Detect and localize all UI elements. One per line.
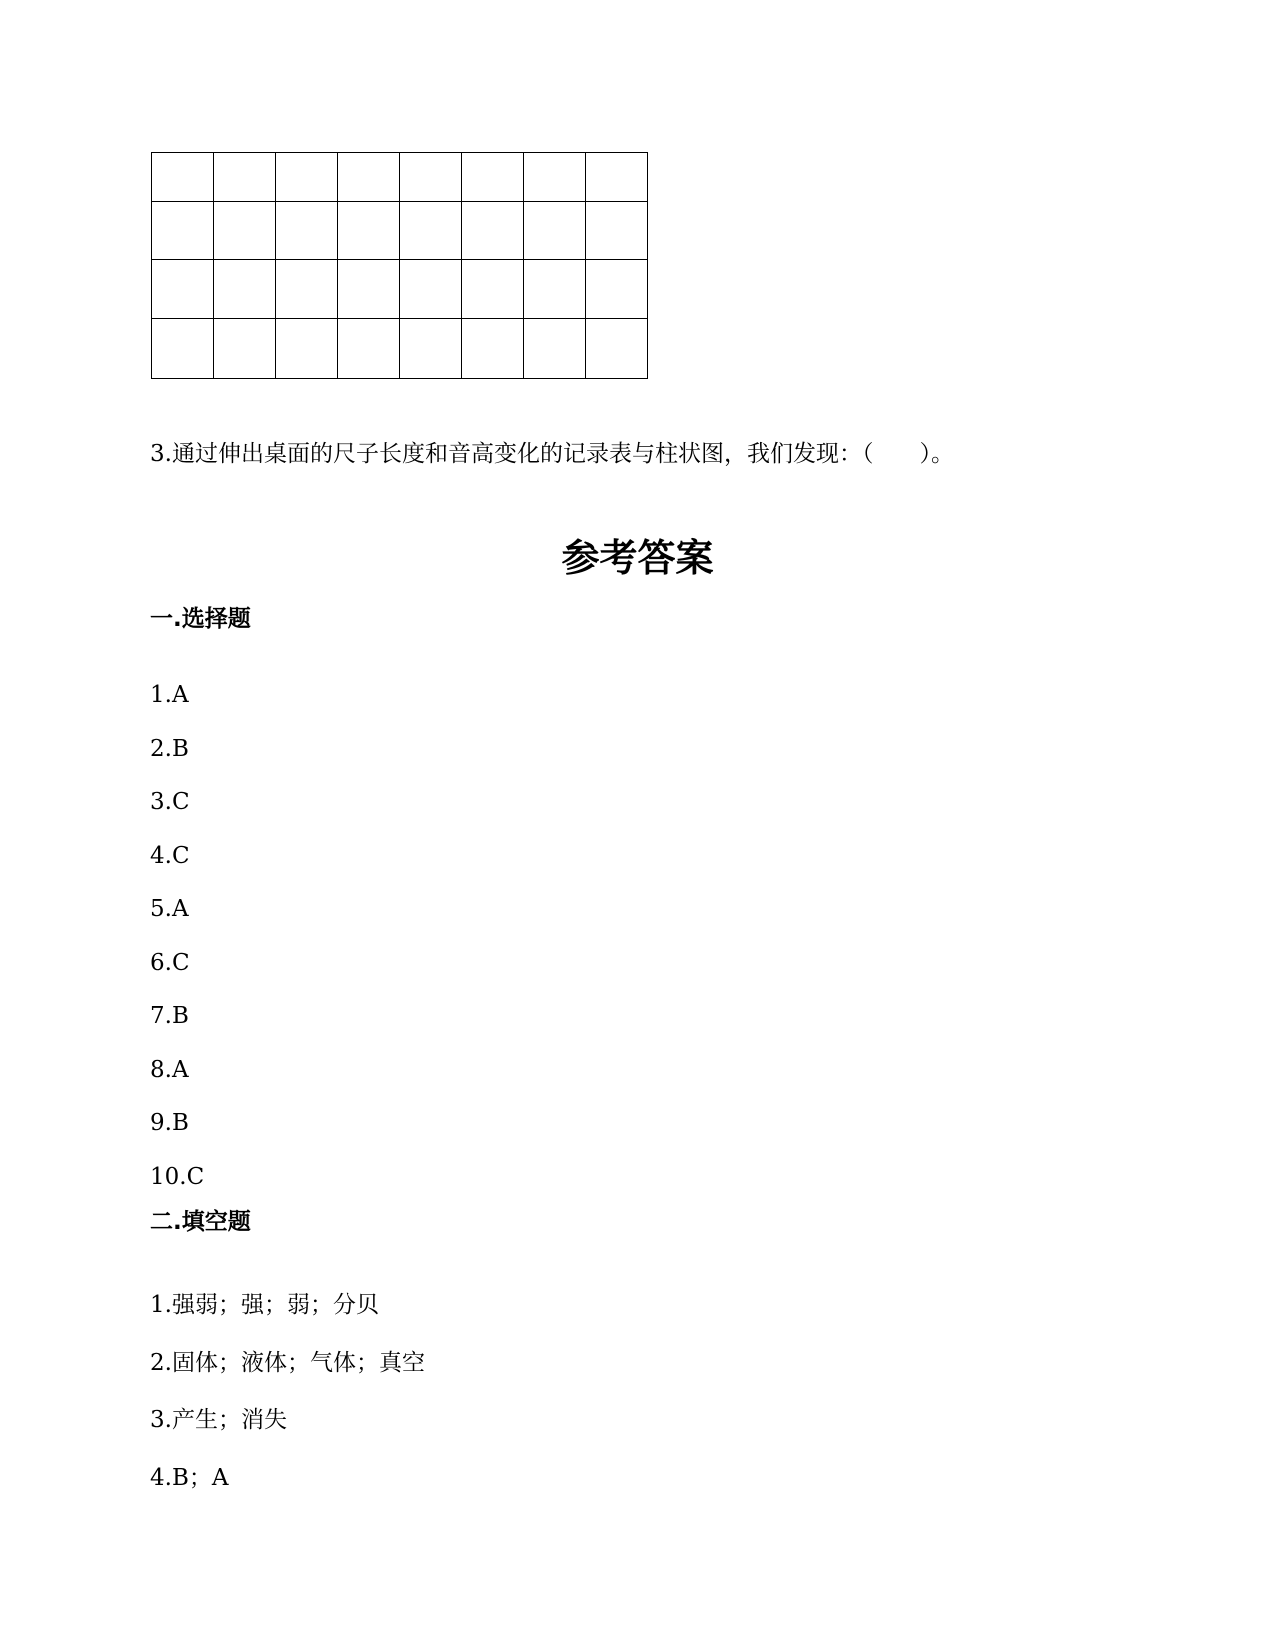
grid-cell — [152, 153, 214, 202]
answer-key-title: 参考答案 — [561, 536, 714, 580]
grid-cell — [338, 153, 400, 202]
grid-cell — [462, 319, 524, 379]
grid-cell — [586, 153, 648, 202]
grid-cell — [586, 202, 648, 260]
grid-cell — [276, 153, 338, 202]
answer-item: 5.A — [150, 896, 189, 922]
grid-cell — [276, 202, 338, 260]
grid-cell — [586, 260, 648, 319]
question-3-text: 3.通过伸出桌面的尺子长度和音高变化的记录表与柱状图，我们发现：（ ）。 — [150, 441, 954, 467]
grid-cell — [400, 319, 462, 379]
grid-cell — [338, 260, 400, 319]
grid-cell — [400, 153, 462, 202]
grid-cell — [214, 319, 276, 379]
grid-cell — [462, 153, 524, 202]
grid-cell — [524, 153, 586, 202]
grid-cell — [152, 260, 214, 319]
grid-cell — [276, 260, 338, 319]
grid-cell — [152, 319, 214, 379]
section-heading-fill-in-blank: 二.填空题 — [150, 1209, 251, 1235]
answer-item: 8.A — [150, 1056, 189, 1083]
answer-item: 9.B — [150, 1110, 189, 1136]
grid-cell — [276, 319, 338, 379]
grid-cell — [338, 202, 400, 260]
answer-item: 6.C — [150, 949, 190, 976]
answer-item: 2.B — [150, 735, 189, 762]
grid-cell — [214, 260, 276, 319]
grid-row — [152, 260, 648, 319]
fill-in-blank-answer-list — [150, 1290, 425, 1520]
answer-item: 3.C — [150, 789, 190, 815]
answer-item: 10.C — [150, 1163, 205, 1190]
grid-row — [152, 153, 648, 202]
grid-cell — [524, 260, 586, 319]
grid-cell — [524, 319, 586, 379]
answer-item: 4.B；A — [150, 1464, 229, 1491]
grid-row — [152, 319, 648, 379]
section-heading-multiple-choice: 一.选择题 — [150, 606, 251, 632]
grid-cell — [462, 260, 524, 319]
grid-cell — [152, 202, 214, 260]
answer-item: 4.C — [150, 842, 190, 869]
grid-cell — [586, 319, 648, 379]
answer-item: 7.B — [150, 1003, 189, 1029]
grid-cell — [462, 202, 524, 260]
grid-cell — [400, 260, 462, 319]
grid-row — [152, 202, 648, 260]
grid-cell — [400, 202, 462, 260]
multiple-choice-answer-list — [150, 680, 204, 1215]
answer-item: 1.强弱；强；弱；分贝 — [150, 1292, 379, 1318]
grid-cell — [524, 202, 586, 260]
blank-bar-chart-grid — [151, 152, 648, 379]
answer-item: 1.A — [150, 682, 189, 708]
grid-cell — [214, 202, 276, 260]
answer-item: 2.固体；液体；气体；真空 — [150, 1349, 425, 1376]
grid-cell — [338, 319, 400, 379]
answer-item: 3.产生；消失 — [150, 1407, 287, 1433]
grid-cell — [214, 153, 276, 202]
